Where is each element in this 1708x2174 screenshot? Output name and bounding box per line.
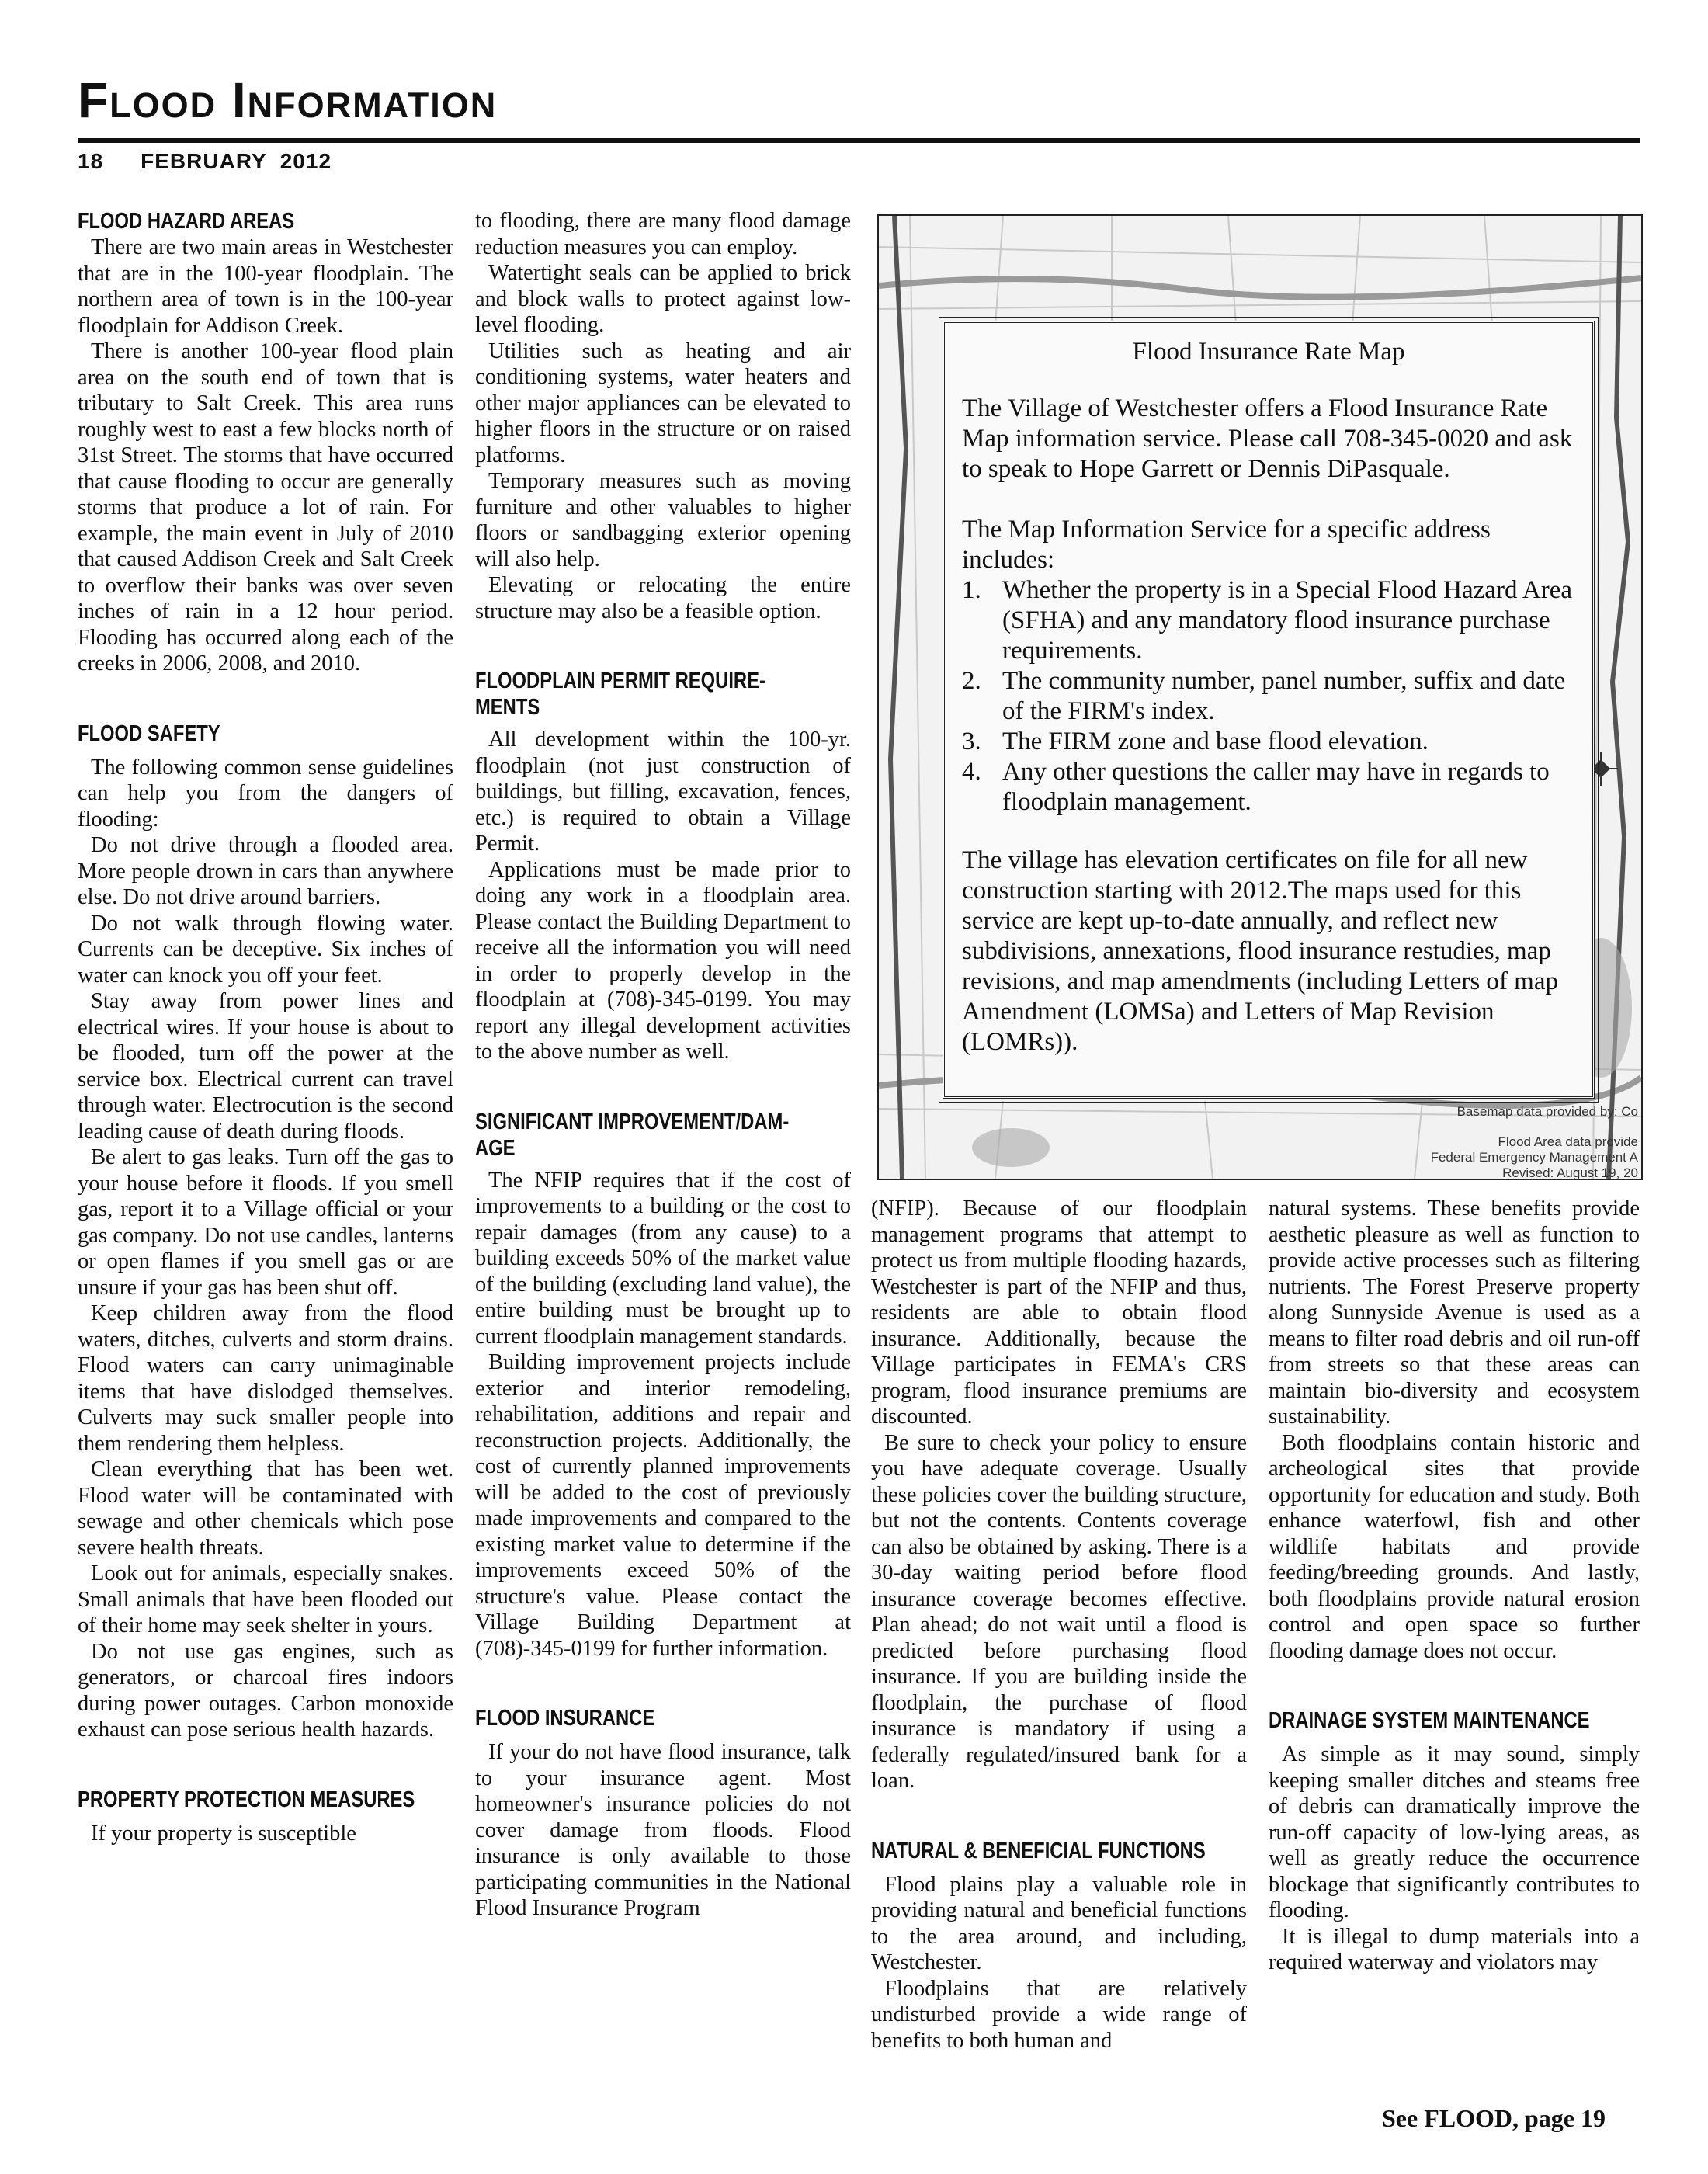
heading-flood-safety: FLOOD SAFETY <box>78 721 220 746</box>
paragraph: Do not use gas engines, such as generators, or charcoal fires indoors during power outages. Carbon monoxide exhaust can pose serious health hazards. <box>78 1639 453 1742</box>
list-item-number: 2. <box>962 667 981 695</box>
list-item-text: Any other questions the caller may have in regards to floodplain management. <box>1002 758 1550 816</box>
list-item-number: 3. <box>962 728 981 755</box>
paragraph: As simple as it may sound, simply keeping smaller ditches and steams free of debris can dramatically improve the run-off capacity of low-lying areas, as well as greatly reduce the occurrence blockage that significantly contributes to flooding. <box>1269 1742 1640 1922</box>
issue-date: FEBRUARY 2012 <box>141 149 332 173</box>
credit-line: Revised: August 19, 20 <box>1502 1165 1638 1180</box>
paragraph: Watertight seals can be applied to brick and block walls to protect against low-level flooding. <box>475 261 851 337</box>
list-item-text: The community number, panel number, suffix and date of the FIRM's index. <box>1002 667 1566 725</box>
paragraph: Both floodplains contain historic and archeological sites that provide opportunity for education and study. Both enhance waterfowl, fish and other wildlife habitats and provide feeding/breeding grounds. And lastly, both floodplains provide natural erosion control and open space so further flooding damage does not occur. <box>1269 1430 1640 1663</box>
column-3 <box>871 1196 1247 2054</box>
paragraph: Building improvement projects include exterior and interior remodeling, rehabilitation, additions and repair and reconstruction projects. Additionally, the cost of currently planned improvements will be added to the cost of previously made improvements and compared to the existing market value to determine if the improvements exceed 50% of the structure's value. Please contact the Village Building Department at (708)-345-0199 for further information. <box>475 1350 851 1661</box>
masthead-title: Flood Information <box>78 72 498 128</box>
paragraph: natural systems. These benefits provide aesthetic pleasure as well as function to provide active processes such as filtering nutrients. The Forest Preserve property along Sunnyside Avenue is used as a means to filter road debris and oil run-off from streets so that these areas can maintain bio-diversity and ecosystem sustainability. <box>1269 1196 1640 1429</box>
masthead-rule <box>78 138 1640 143</box>
paragraph: There is another 100-year flood plain area on the south end of town that is tributary to Salt Creek. This area runs roughly west to east a few blocks north of 31st Street. The storms that have occurred that cause flooding to occur are generally storms that produce a lot of rain. For example, the main event in July of 2010 that caused Addison Creek and Salt Creek to overflow their banks was over seven inches of rain in a 12 hour period. Flooding has occurred along each of the creeks in 2006, 2008, and 2010. <box>78 339 453 675</box>
continued-link[interactable]: See FLOOD, page 19 <box>1382 2104 1606 2132</box>
heading-flood-insurance: FLOOD INSURANCE <box>475 1706 655 1731</box>
flood-area-credit <box>1431 1134 1638 1180</box>
paragraph: Be alert to gas leaks. Turn off the gas to your house before it floods. If you smell gas, report it to a Village official or your gas company. Do not use candles, lanterns or open flames if you smell gas or are unsure if your gas has been shut off. <box>78 1145 453 1300</box>
list-item <box>962 757 1575 818</box>
paragraph: The NFIP requires that if the cost of improvements to a building or the cost to repair damages (from any cause) to a building exceeds 50% of the market value of the building (excluding land value), the entire building must be brought up to current floodplain management standards. <box>475 1168 851 1349</box>
page-number: 18 <box>78 149 104 173</box>
flood-map-figure <box>877 214 1643 1180</box>
list-item-number: 1. <box>962 576 981 604</box>
map-info-box <box>943 321 1595 1099</box>
issue-line <box>78 149 369 174</box>
list-item <box>962 727 1575 757</box>
paragraph: If your property is susceptible <box>91 1821 356 1846</box>
paragraph: Keep children away from the flood waters, ditches, culverts and storm drains. Flood waters can carry unimaginable items that have dislodged themselves. Culverts may suck smaller people into them rendering them helpless. <box>78 1301 453 1456</box>
heading-line: SIGNIFICANT IMPROVEMENT/DAM- <box>475 1109 790 1134</box>
list-item <box>962 666 1575 727</box>
column-4 <box>1269 1196 1640 1976</box>
paragraph: Be sure to check your policy to ensure you have adequate coverage. Usually these policies cover the building structure, but not the contents. Contents coverage can also be obtained by asking. There is a 30-day waiting period before flood insurance coverage becomes effective. Plan ahead; do not wait until a flood is predicted before purchasing flood insurance. If you are building inside the floodplain, the purchase of flood insurance is mandatory if using a federally regulated/insured bank for a loan. <box>871 1430 1247 1793</box>
heading-significant-improvement <box>475 1109 790 1162</box>
paragraph: Look out for animals, especially snakes. Small animals that have been flooded out of their home may seek shelter in yours. <box>78 1561 453 1637</box>
map-box-intro: The Village of Westchester offers a Flood Insurance Rate Map information service. Please call 708-345-0020 and ask to speak to Hope Garrett or Dennis DiPasquale. <box>962 394 1573 483</box>
heading-natural-functions: NATURAL & BENEFICIAL FUNCTIONS <box>871 1838 1206 1863</box>
credit-line: Flood Area data provide <box>1498 1134 1638 1149</box>
credit-line: Federal Emergency Management A <box>1430 1150 1638 1165</box>
paragraph: Applications must be made prior to doing any work in a floodplain area. Please contact the Building Department to receive all the information you will need in order to properly develop in the floodplain at (708)-345-0199. You may report any illegal development activities to the above number as well. <box>475 857 851 1064</box>
paragraph: If your do not have flood insurance, talk to your insurance agent. Most homeowner's insurance policies do not cover damage from floods. Flood insurance is only available to those participating communities in the National Flood Insurance Program <box>475 1740 851 1920</box>
paragraph: Do not walk through flowing water. Currents can be deceptive. Six inches of water can knock you off your feet. <box>78 911 453 988</box>
heading-floodplain-permit <box>475 668 783 721</box>
map-box-service: The Map Information Service for a specific address includes: <box>962 516 1491 574</box>
column-2 <box>475 208 851 1922</box>
paragraph: Stay away from power lines and electrical wires. If your house is about to be flooded, turn off the power at the service box. Electrical current can travel through water. Electrocution is the second leading cause of death during floods. <box>78 989 453 1144</box>
heading-line: FLOODPLAIN PERMIT REQUIRE- <box>475 669 765 693</box>
paragraph: Flood plains play a valuable role in providing natural and beneficial functions to the area around, and including, Westchester. <box>871 1872 1247 1974</box>
heading-line: MENTS <box>475 695 540 720</box>
basemap-credit: Basemap data provided by: Co <box>1456 1104 1638 1119</box>
heading-line: AGE <box>475 1135 516 1161</box>
map-box-title: Flood Insurance Rate Map <box>1132 338 1405 366</box>
map-box-closing: The village has elevation certificates on file for all new construction starting with 2012.The maps used for this service are kept up-to-date annually, and reflect new subdivisions, annexations, flood insurance restudies, map revisions, and map amendments (including Letters of map Amendment (LOMSa) and Letters of Map Revision (LOMRs)). <box>962 846 1558 1056</box>
heading-drainage-maintenance: DRAINAGE SYSTEM MAINTENANCE <box>1269 1708 1590 1733</box>
paragraph: (NFIP). Because of our floodplain management programs that attempt to protect us from multiple flooding hazards, Westchester is part of the NFIP and thus, residents are able to obtain flood insurance. Additionally, because the Village participates in FEMA's CRS program, flood insurance premiums are discounted. <box>871 1196 1247 1429</box>
paragraph: All development within the 100-yr. floodplain (not just construction of buildings, but filling, excavation, fences, etc.) is required to obtain a Village Permit. <box>475 728 851 856</box>
paragraph: Utilities such as heating and air conditioning systems, water heaters and other major appliances can be elevated to higher floors in the structure or on raised platforms. <box>475 339 851 467</box>
paragraph: It is illegal to dump materials into a required waterway and violators may <box>1269 1924 1640 1974</box>
heading-flood-hazard-areas: FLOOD HAZARD AREAS <box>78 209 295 234</box>
column-1 <box>78 208 453 1846</box>
paragraph: Clean everything that has been wet. Flood water will be contaminated with sewage and other chemicals which pose severe health threats. <box>78 1457 453 1560</box>
paragraph: The following common sense guidelines can help you from the dangers of flooding: <box>78 755 453 832</box>
list-item-number: 4. <box>962 758 981 786</box>
paragraph: Floodplains that are relatively undisturbed provide a wide range of benefits to both human and <box>871 1976 1247 2053</box>
heading-property-protection: PROPERTY PROTECTION MEASURES <box>78 1787 415 1812</box>
paragraph: Do not drive through a flooded area. More people drown in cars than anywhere else. Do not drive around barriers. <box>78 833 453 909</box>
list-item <box>962 575 1575 666</box>
paragraph: Elevating or relocating the entire structure may also be a feasible option. <box>475 573 851 623</box>
paragraph: to flooding, there are many flood damage reduction measures you can employ. <box>475 209 851 259</box>
list-item-text: The FIRM zone and base flood elevation. <box>1002 728 1429 755</box>
list-item-text: Whether the property is in a Special Flood Hazard Area (SFHA) and any mandatory flood insurance purchase requirements. <box>1002 576 1572 665</box>
paragraph: Temporary measures such as moving furniture and other valuables to higher floors or sandbagging exterior opening will also help. <box>475 469 851 571</box>
map-box-list <box>962 575 1575 818</box>
paragraph: There are two main areas in Westchester that are in the 100-year floodplain. The northern area of town is in the 100-year floodplain for Addison Creek. <box>78 235 453 338</box>
